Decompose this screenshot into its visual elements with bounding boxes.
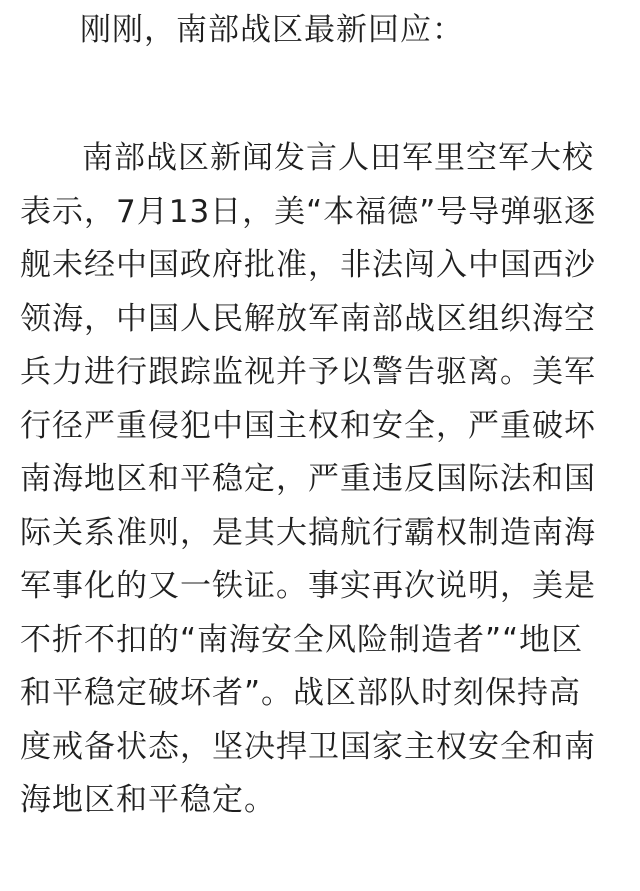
paragraph-line: 南部战区新闻发言人田军里空军大校 bbox=[82, 140, 594, 176]
paragraph-line: 际关系准则，是其大搞航行霸权制造南海 bbox=[20, 514, 596, 551]
paragraph-line: 舰未经中国政府批准，非法闯入中国西沙 bbox=[20, 247, 596, 283]
paragraph-line: 度戒备状态，坚决捍卫国家主权安全和南 bbox=[20, 728, 596, 765]
article-heading: 刚刚，南部战区最新回应： bbox=[80, 12, 464, 48]
paragraph-line: 领海，中国人民解放军南部战区组织海空 bbox=[20, 300, 596, 337]
paragraph-line: 表示，7月13日，美“本福德”号导弹驱逐 bbox=[20, 193, 597, 230]
paragraph-line: 行径严重侵犯中国主权和安全，严重破坏 bbox=[20, 407, 596, 444]
paragraph-line: 南海地区和平稳定，严重违反国际法和国 bbox=[20, 461, 596, 497]
paragraph-line: 和平稳定破坏者”。战区部队时刻保持高 bbox=[20, 675, 582, 711]
paragraph-line: 海地区和平稳定。 bbox=[20, 782, 276, 818]
article-paragraph bbox=[20, 50, 628, 828]
paragraph-line: 兵力进行跟踪监视并予以警告驱离。美军 bbox=[20, 354, 596, 390]
paragraph-line: 不折不扣的“南海安全风险制造者”“地区 bbox=[20, 621, 584, 658]
paragraph-line: 军事化的又一铁证。事实再次说明，美是 bbox=[20, 568, 596, 604]
